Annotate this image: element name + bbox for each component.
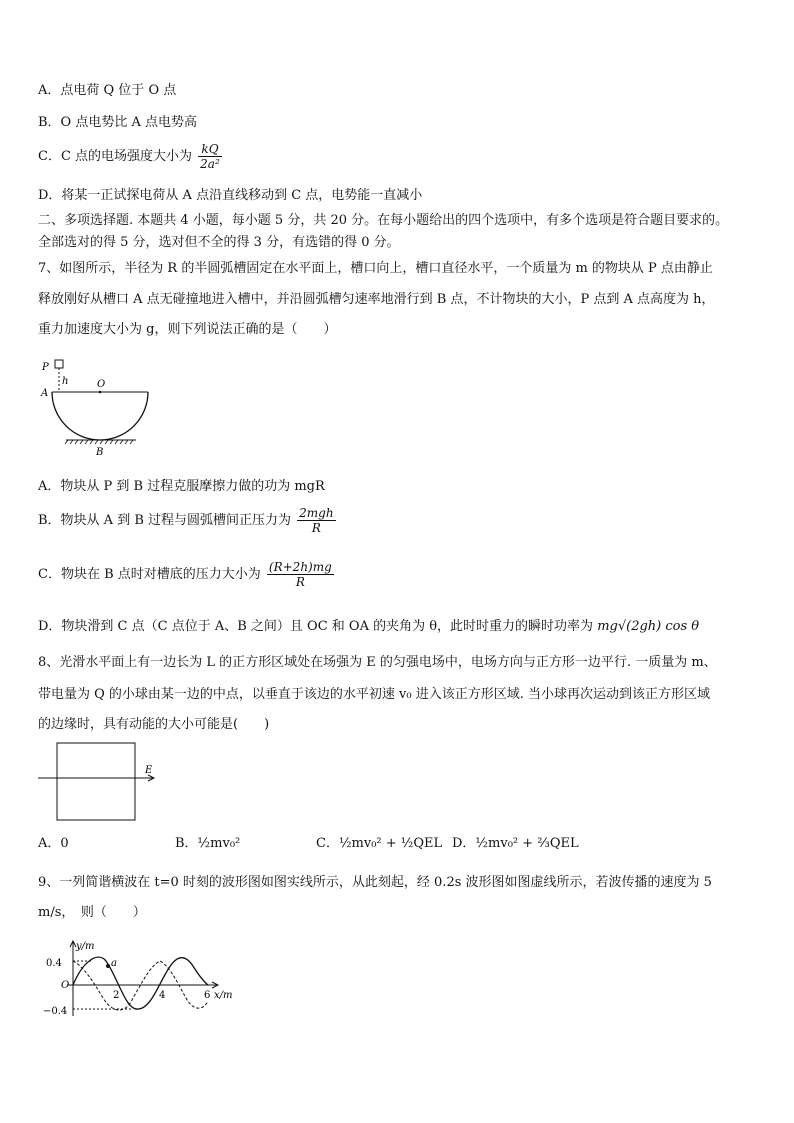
fraction-numerator: kQ: [201, 142, 219, 156]
q9-wave-figure: [38, 936, 243, 1021]
label-h: h: [62, 376, 69, 387]
q7-text-line3: 重力加速度大小为 g，则下列说法正确的是（ ）: [38, 322, 337, 337]
square-region: [57, 743, 135, 820]
q7-text-line1: 7、如图所示，半径为 R 的半圆弧槽固定在水平面上，槽口向上，槽口直径水平，一个质量为 m 的物块从 P 点由静止: [38, 261, 713, 276]
q8-option-c: C．½mv₀² + ½QEL: [316, 836, 443, 851]
q7-option-b-fraction: [297, 506, 335, 535]
q7-option-c-fraction: [267, 560, 334, 589]
label-o: O: [97, 379, 106, 390]
q7-option-c: [38, 560, 336, 589]
q8-text-line2: 带电量为 Q 的小球由某一边的中点，以垂直于该边的水平初速 v₀ 进入该正方形区域. 当小球再次运动到该正方形区域: [38, 687, 711, 702]
q7-text-line2: 释放刚好从槽口 A 点无碰撞地进入槽中，并沿圆弧槽匀速率地滑行到 B 点，不计物块的大小，P 点到 A 点高度为 h，: [38, 292, 715, 307]
q7-option-d-text: D．物块滑到 C 点（C 点位于 A、B 之间）且 OC 和 OA 的夹角为 θ，此时时重力的瞬时功率为: [38, 619, 594, 634]
section2-line1: 二、多项选择题. 本题共 4 小题，每小题 5 分，共 20 分。在每小题给出的四个选项中，有多个选项是符合题目要求的。: [38, 213, 729, 228]
q8-option-d: D．½mv₀² + ⅔QEL: [452, 836, 579, 851]
q7-option-c-text: C．物块在 B 点时对槽底的压力大小为: [38, 567, 261, 582]
q7-semicircle-figure: [38, 354, 158, 459]
label-b: B: [96, 447, 104, 458]
q7-option-a: A．物块从 P 到 B 过程克服摩擦力做的功为 mgR: [38, 479, 325, 494]
fraction-numerator: 2mgh: [299, 506, 334, 520]
label-p: P: [42, 362, 49, 373]
label-x: x/m: [214, 990, 233, 1001]
block-p: [55, 360, 63, 368]
q8-option-b: B．½mv₀²: [175, 836, 241, 851]
q7-option-d-expr: mg√(2gh) cos θ: [597, 619, 700, 634]
label-x6: 6: [204, 990, 211, 1001]
label-y: y/m: [76, 941, 95, 952]
q6-option-c-fraction: [198, 142, 222, 171]
label-origin: O: [61, 980, 70, 991]
q6-option-a: A．点电荷 Q 位于 O 点: [38, 83, 177, 98]
q8-text-line3: 的边缘时，具有动能的大小可能是( ): [38, 717, 270, 732]
fraction-denominator: R: [267, 574, 334, 589]
q9-text-line1: 9、一列简谐横波在 t=0 时刻的波形图如图实线所示，从此刻起，经 0.2s 波形图如图虚线所示，若波传播的速度为 5: [38, 875, 712, 890]
semicircle-arc: [52, 392, 148, 440]
q6-option-d: D．将某一正试探电荷从 A 点沿直线移动到 C 点，电势能一直减小: [38, 188, 423, 203]
q7-option-b: [38, 506, 338, 535]
label-a: a: [111, 958, 117, 969]
center-o: [99, 391, 102, 394]
fraction-numerator: (R+2h)mg: [268, 560, 332, 574]
label-a: A: [41, 388, 49, 399]
label-neg04: −0.4: [43, 1006, 68, 1017]
q8-option-a: A．0: [38, 836, 69, 851]
q7-option-d: [38, 618, 699, 636]
q6-option-c: [38, 142, 224, 171]
q9-text-line2: m/s， 则（ ）: [38, 905, 146, 920]
label-e: E: [145, 765, 153, 776]
point-a: [106, 964, 110, 968]
q7-option-b-text: B．物块从 A 到 B 过程与圆弧槽间正压力为: [38, 513, 292, 528]
label-x2: 2: [113, 990, 120, 1001]
label-x4: 4: [159, 990, 166, 1001]
q6-option-c-text: C．C 点的电场强度大小为: [38, 149, 193, 164]
q8-text-line1: 8、光滑水平面上有一边长为 L 的正方形区域处在场强为 E 的匀强电场中，电场方向与正方形一边平行. 一质量为 m、: [38, 655, 717, 670]
label-04: 0.4: [46, 958, 62, 969]
fraction-denominator: 2a²: [200, 157, 220, 171]
section2-line2: 全部选对的得 5 分，选对但不全的得 3 分，有选错的得 0 分。: [38, 235, 400, 250]
q8-square-figure: [38, 740, 163, 825]
fraction-denominator: R: [297, 520, 335, 535]
q6-option-b: B．O 点电势比 A 点电势高: [38, 115, 197, 130]
